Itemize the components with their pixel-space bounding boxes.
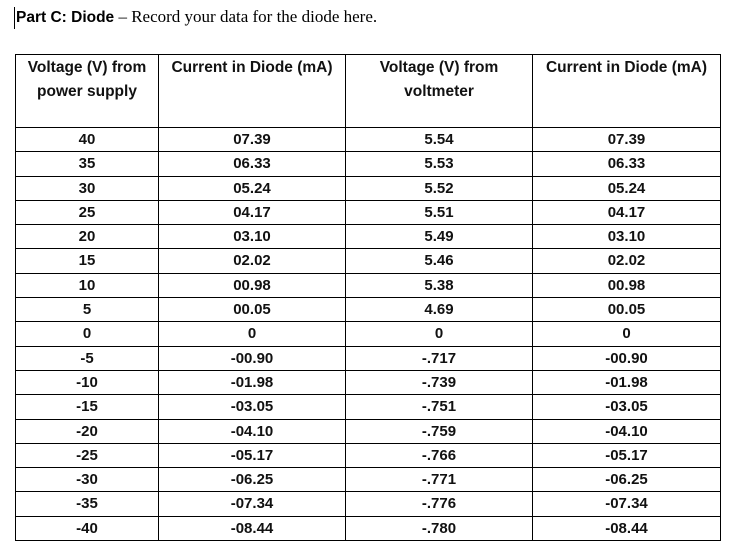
voltmeter-voltage-cell[interactable]: 5.49 bbox=[346, 225, 533, 249]
heading-instruction: – Record your data for the diode here. bbox=[114, 7, 378, 26]
table-row bbox=[16, 516, 721, 540]
table-row bbox=[16, 395, 721, 419]
diode-current-cell-2[interactable]: -04.10 bbox=[533, 419, 721, 443]
diode-current-cell[interactable]: -01.98 bbox=[159, 370, 346, 394]
supply-voltage-cell[interactable]: 40 bbox=[16, 128, 159, 152]
diode-current-cell-2[interactable]: -05.17 bbox=[533, 443, 721, 467]
supply-voltage-cell[interactable]: -5 bbox=[16, 346, 159, 370]
diode-current-cell[interactable]: -03.05 bbox=[159, 395, 346, 419]
diode-current-cell[interactable]: 07.39 bbox=[159, 128, 346, 152]
diode-current-cell-2[interactable]: 06.33 bbox=[533, 152, 721, 176]
diode-current-cell[interactable]: 05.24 bbox=[159, 176, 346, 200]
header-diode-current-2: Current in Diode (mA) bbox=[533, 55, 721, 128]
diode-current-cell[interactable]: 02.02 bbox=[159, 249, 346, 273]
table-row bbox=[16, 249, 721, 273]
voltmeter-voltage-cell[interactable]: -.751 bbox=[346, 395, 533, 419]
voltmeter-voltage-cell[interactable]: 5.38 bbox=[346, 273, 533, 297]
supply-voltage-cell[interactable]: -10 bbox=[16, 370, 159, 394]
diode-current-cell-2[interactable]: -07.34 bbox=[533, 492, 721, 516]
supply-voltage-cell[interactable]: -25 bbox=[16, 443, 159, 467]
table-row bbox=[16, 346, 721, 370]
voltmeter-voltage-cell[interactable]: -.771 bbox=[346, 468, 533, 492]
diode-current-cell[interactable]: 00.98 bbox=[159, 273, 346, 297]
table-row bbox=[16, 492, 721, 516]
supply-voltage-cell[interactable]: 30 bbox=[16, 176, 159, 200]
table-row bbox=[16, 200, 721, 224]
diode-current-cell-2[interactable]: 04.17 bbox=[533, 200, 721, 224]
table-row bbox=[16, 152, 721, 176]
table-row bbox=[16, 443, 721, 467]
supply-voltage-cell[interactable]: 10 bbox=[16, 273, 159, 297]
voltmeter-voltage-cell[interactable]: 5.53 bbox=[346, 152, 533, 176]
header-diode-current: Current in Diode (mA) bbox=[159, 55, 346, 128]
table-row bbox=[16, 298, 721, 322]
supply-voltage-cell[interactable]: -15 bbox=[16, 395, 159, 419]
table-row bbox=[16, 370, 721, 394]
diode-current-cell[interactable]: -08.44 bbox=[159, 516, 346, 540]
diode-current-cell[interactable]: -04.10 bbox=[159, 419, 346, 443]
table-row bbox=[16, 322, 721, 346]
diode-current-cell[interactable]: 06.33 bbox=[159, 152, 346, 176]
table-row bbox=[16, 128, 721, 152]
heading-title: Part C: Diode bbox=[16, 9, 115, 26]
diode-current-cell-2[interactable]: -06.25 bbox=[533, 468, 721, 492]
table-body bbox=[16, 128, 721, 541]
voltmeter-voltage-cell[interactable]: 5.54 bbox=[346, 128, 533, 152]
voltmeter-voltage-cell[interactable]: -.766 bbox=[346, 443, 533, 467]
diode-current-cell[interactable]: -05.17 bbox=[159, 443, 346, 467]
supply-voltage-cell[interactable]: -20 bbox=[16, 419, 159, 443]
table-row bbox=[16, 468, 721, 492]
table-row bbox=[16, 176, 721, 200]
diode-current-cell[interactable]: 00.05 bbox=[159, 298, 346, 322]
supply-voltage-cell[interactable]: -35 bbox=[16, 492, 159, 516]
voltmeter-voltage-cell[interactable]: 4.69 bbox=[346, 298, 533, 322]
diode-data-table bbox=[15, 54, 721, 541]
supply-voltage-cell[interactable]: -30 bbox=[16, 468, 159, 492]
voltmeter-voltage-cell[interactable]: 5.51 bbox=[346, 200, 533, 224]
voltmeter-voltage-cell[interactable]: -.717 bbox=[346, 346, 533, 370]
voltmeter-voltage-cell[interactable]: -.776 bbox=[346, 492, 533, 516]
diode-current-cell-2[interactable]: -00.90 bbox=[533, 346, 721, 370]
supply-voltage-cell[interactable]: 20 bbox=[16, 225, 159, 249]
voltmeter-voltage-cell[interactable]: 5.46 bbox=[346, 249, 533, 273]
diode-current-cell-2[interactable]: 02.02 bbox=[533, 249, 721, 273]
voltmeter-voltage-cell[interactable]: -.759 bbox=[346, 419, 533, 443]
diode-current-cell-2[interactable]: 00.05 bbox=[533, 298, 721, 322]
diode-current-cell[interactable]: 04.17 bbox=[159, 200, 346, 224]
diode-current-cell[interactable]: 0 bbox=[159, 322, 346, 346]
section-heading bbox=[16, 7, 377, 27]
voltmeter-voltage-cell[interactable]: 5.52 bbox=[346, 176, 533, 200]
header-voltmeter-voltage: Voltage (V) from voltmeter bbox=[346, 55, 533, 128]
diode-current-cell[interactable]: -07.34 bbox=[159, 492, 346, 516]
supply-voltage-cell[interactable]: 35 bbox=[16, 152, 159, 176]
diode-current-cell-2[interactable]: 05.24 bbox=[533, 176, 721, 200]
table-row bbox=[16, 419, 721, 443]
diode-current-cell-2[interactable]: 07.39 bbox=[533, 128, 721, 152]
voltmeter-voltage-cell[interactable]: 0 bbox=[346, 322, 533, 346]
supply-voltage-cell[interactable]: 5 bbox=[16, 298, 159, 322]
table-row bbox=[16, 225, 721, 249]
diode-current-cell-2[interactable]: -03.05 bbox=[533, 395, 721, 419]
diode-current-cell-2[interactable]: -01.98 bbox=[533, 370, 721, 394]
header-supply-voltage: Voltage (V) from power supply bbox=[16, 55, 159, 128]
diode-current-cell-2[interactable]: 0 bbox=[533, 322, 721, 346]
diode-current-cell-2[interactable]: -08.44 bbox=[533, 516, 721, 540]
table-row bbox=[16, 273, 721, 297]
supply-voltage-cell[interactable]: 25 bbox=[16, 200, 159, 224]
diode-current-cell[interactable]: 03.10 bbox=[159, 225, 346, 249]
supply-voltage-cell[interactable]: 15 bbox=[16, 249, 159, 273]
diode-current-cell-2[interactable]: 00.98 bbox=[533, 273, 721, 297]
diode-current-cell-2[interactable]: 03.10 bbox=[533, 225, 721, 249]
voltmeter-voltage-cell[interactable]: -.739 bbox=[346, 370, 533, 394]
diode-current-cell[interactable]: -06.25 bbox=[159, 468, 346, 492]
text-cursor bbox=[14, 7, 15, 29]
table-header-row bbox=[16, 55, 721, 128]
supply-voltage-cell[interactable]: 0 bbox=[16, 322, 159, 346]
diode-current-cell[interactable]: -00.90 bbox=[159, 346, 346, 370]
supply-voltage-cell[interactable]: -40 bbox=[16, 516, 159, 540]
voltmeter-voltage-cell[interactable]: -.780 bbox=[346, 516, 533, 540]
